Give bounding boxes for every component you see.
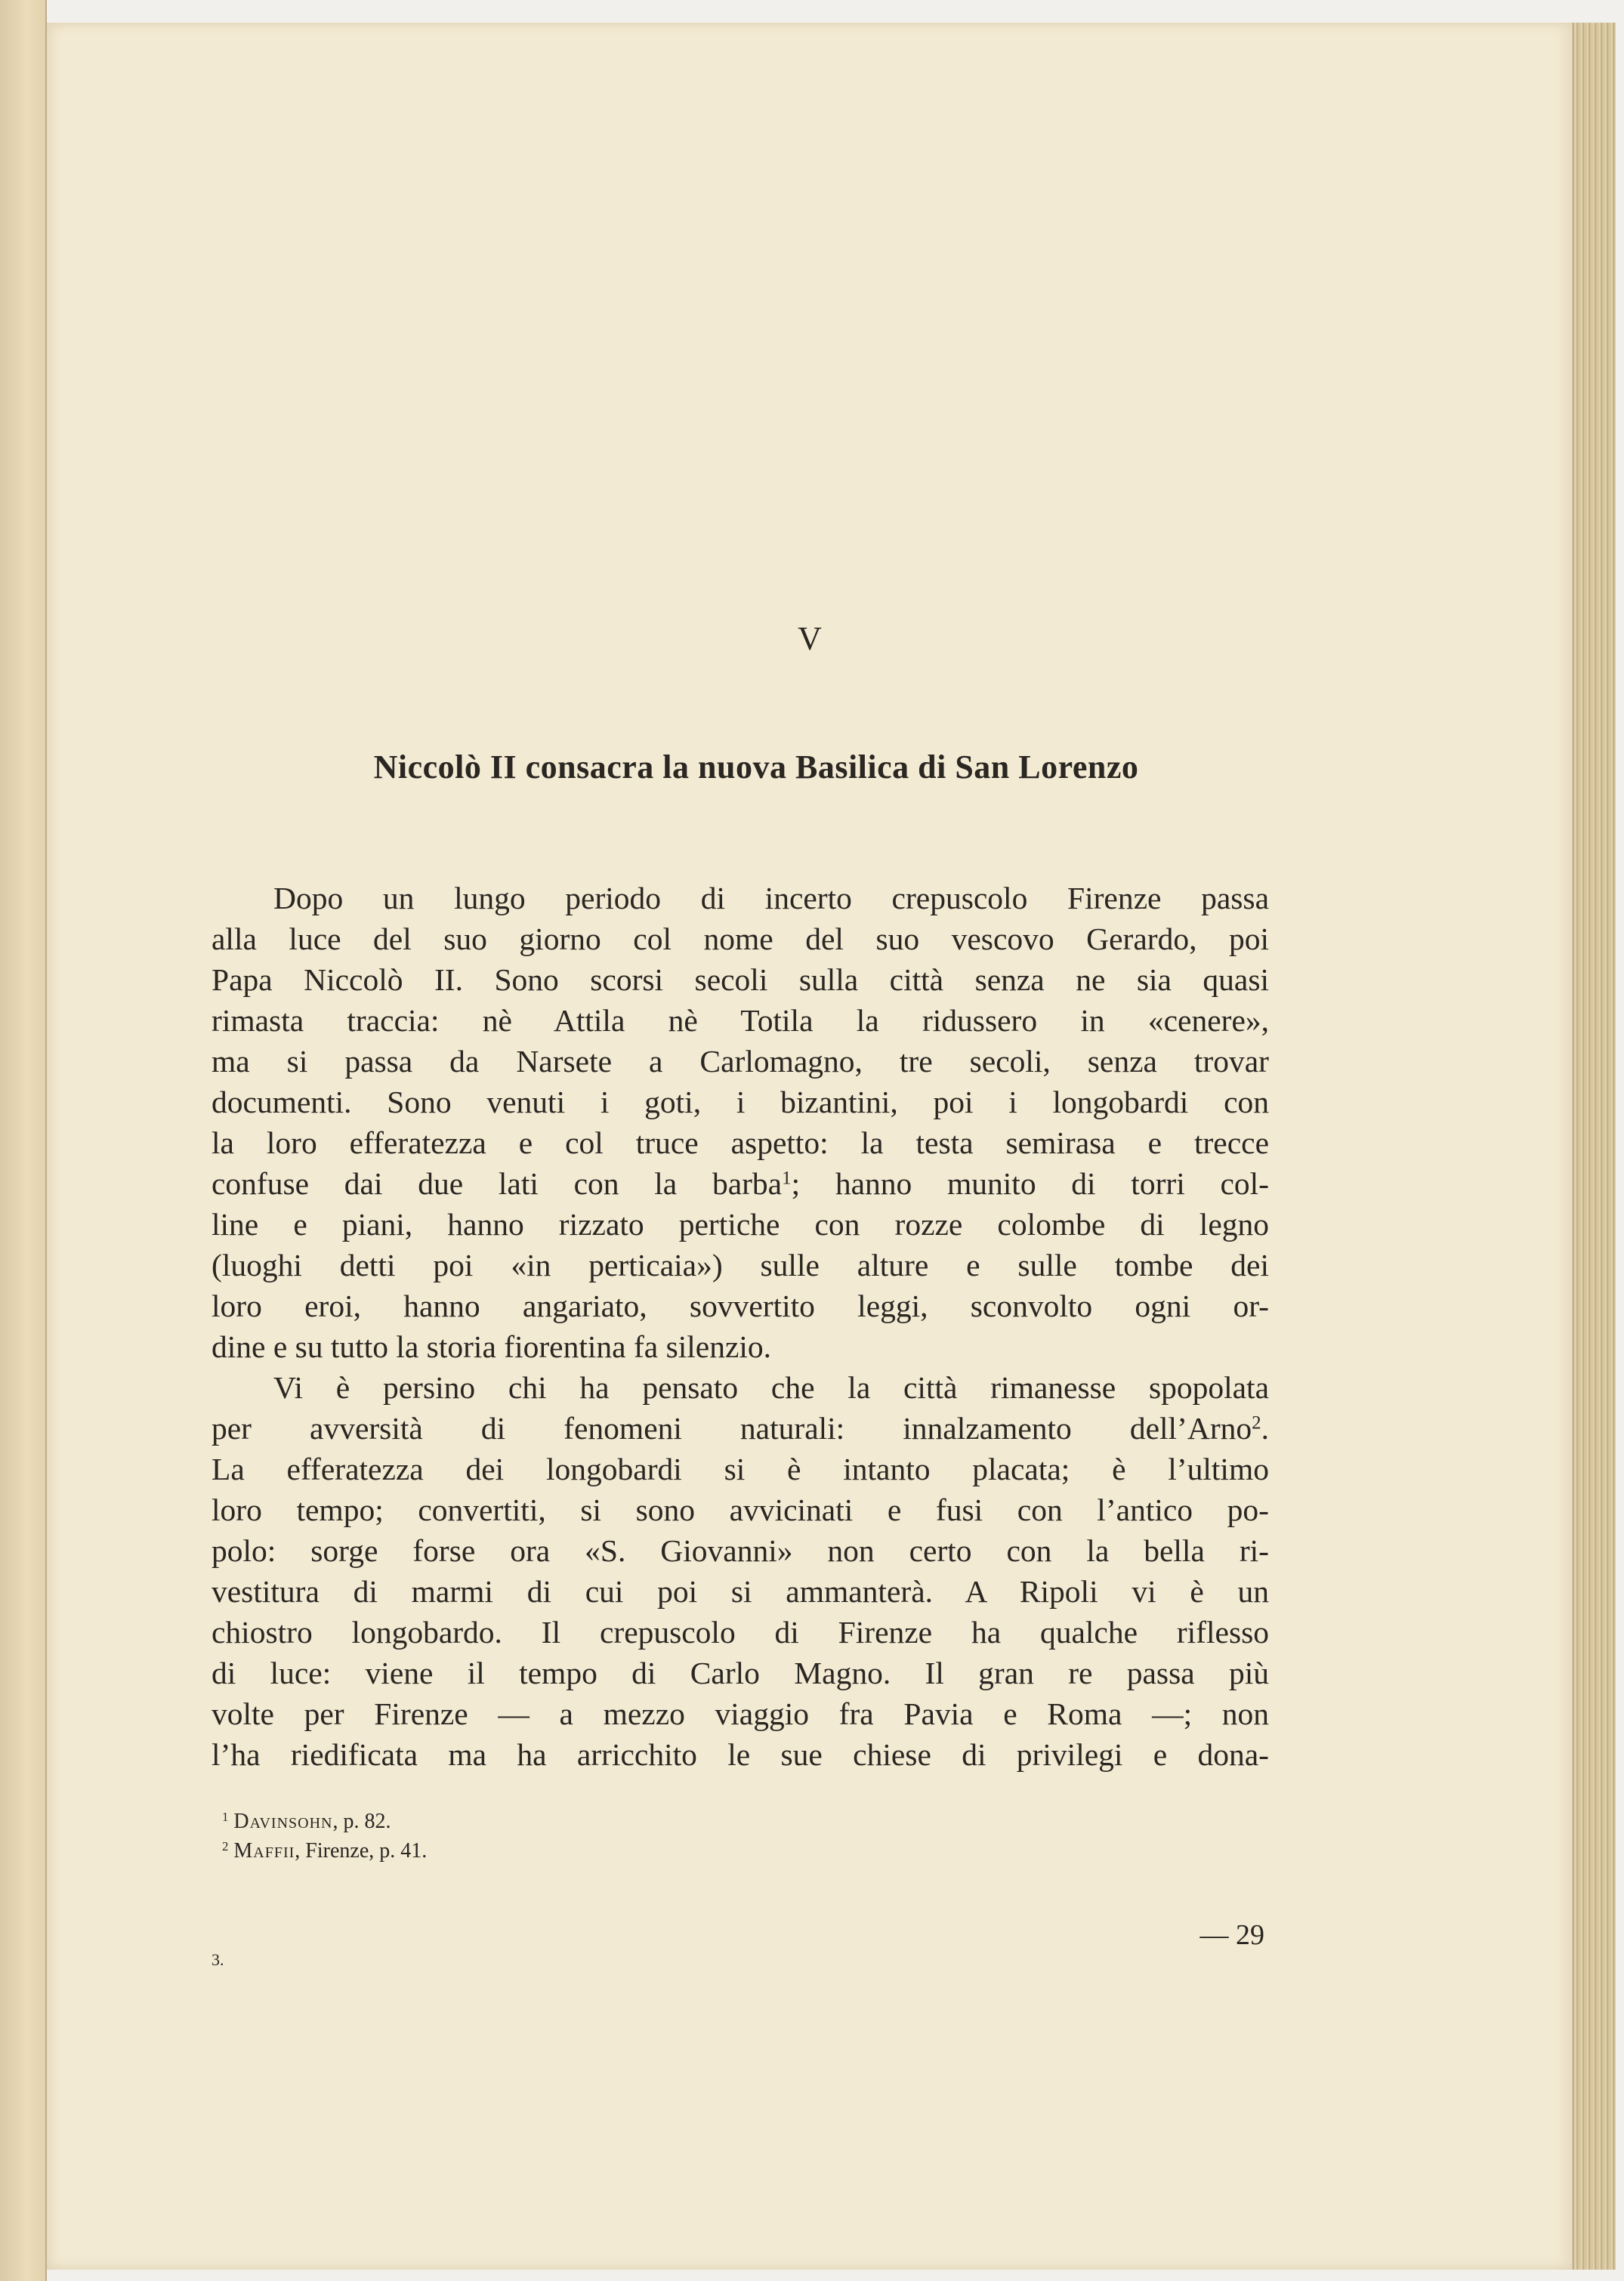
body-line: la loro efferatezza e col truce aspetto: la testa semirasa e trecce (211, 1125, 1269, 1160)
body-line: vestitura di marmi di cui poi si ammanterà. A Ripoli vi è un (211, 1574, 1269, 1609)
body-line: (luoghi detti poi «in perticaia») sulle alture e sulle tombe dei (211, 1248, 1269, 1282)
footnote-citation: , Firenze, p. 41. (295, 1839, 428, 1863)
signature-mark: 3. (211, 1950, 224, 1969)
page-number: — 29 (1199, 1919, 1264, 1951)
body-line-start: confuse dai due lati con la barba (211, 1166, 783, 1201)
footnote-ref-2: 2 (1252, 1412, 1261, 1434)
body-line: ma si passa da Narsete a Carlomagno, tre secoli, senza trovar (211, 1044, 1269, 1079)
body-line-end: . (1261, 1411, 1269, 1446)
body-line: rimasta traccia: nè Attila nè Totila la ridussero in «cenere», (211, 1003, 1269, 1038)
footnote-ref-1: 1 (782, 1168, 792, 1189)
page-stack-edge (1573, 23, 1616, 2270)
body-line: dine e su tutto la storia fiorentina fa silenzio. (211, 1329, 772, 1364)
chapter-body (211, 878, 1269, 1775)
body-line: loro tempo; convertiti, si sono avvicinati e fusi con l’antico po- (211, 1492, 1269, 1527)
body-line: chiostro longobardo. Il crepuscolo di Firenze ha qualche riflesso (211, 1615, 1269, 1650)
body-line: l’ha riedificata ma ha arricchito le sue chiese di privilegi e dona- (211, 1737, 1269, 1772)
body-line-end: ; hanno munito di torri col- (791, 1166, 1270, 1201)
chapter-title: Niccolò II consacra la nuova Basilica di San Lorenzo (373, 749, 1139, 786)
body-line: volte per Firenze — a mezzo viaggio fra Pavia e Roma —; non (211, 1696, 1269, 1731)
body-line: Dopo un lungo periodo di incerto crepuscolo Firenze passa (273, 881, 1269, 915)
body-line: di luce: viene il tempo di Carlo Magno. Il gran re passa più (211, 1656, 1269, 1690)
footnote-mark: 2 (222, 1838, 229, 1854)
body-line: alla luce del suo giorno col nome del suo vescovo Gerardo, poi (211, 921, 1269, 956)
body-line: polo: sorge forse ora «S. Giovanni» non certo con la bella ri- (211, 1533, 1269, 1568)
body-line-with-footnote (211, 1408, 1269, 1449)
body-line: Papa Niccolò II. Sono scorsi secoli sulla città senza ne sia quasi (211, 962, 1269, 997)
footnotes (211, 1807, 816, 1866)
body-line: line e piani, hanno rizzato pertiche con rozze colombe di legno (211, 1207, 1269, 1242)
footnote-1 (211, 1807, 816, 1836)
body-line: documenti. Sono venuti i goti, i bizantini, poi i longobardi con (211, 1085, 1269, 1119)
left-page-edge (0, 0, 47, 2281)
footnote-2 (211, 1836, 816, 1866)
footnote-mark: 1 (222, 1809, 229, 1824)
footnote-citation: , p. 82. (332, 1810, 391, 1833)
body-line: La efferatezza dei longobardi si è intanto placata; è l’ultimo (211, 1452, 1269, 1486)
footnote-author: Maffii (233, 1839, 295, 1863)
body-line: Vi è persino chi ha pensato che la città rimanesse spopolata (273, 1370, 1269, 1405)
chapter-number: V (798, 620, 822, 657)
footnote-author: Davinsohn (233, 1810, 333, 1833)
body-line: loro eroi, hanno angariato, sovvertito leggi, sconvolto ogni or- (211, 1289, 1269, 1323)
book-page (47, 23, 1573, 2270)
body-line-start: per avversità di fenomeni naturali: innalzamento dell’Arno (211, 1411, 1252, 1446)
body-line-with-footnote (211, 1163, 1269, 1204)
